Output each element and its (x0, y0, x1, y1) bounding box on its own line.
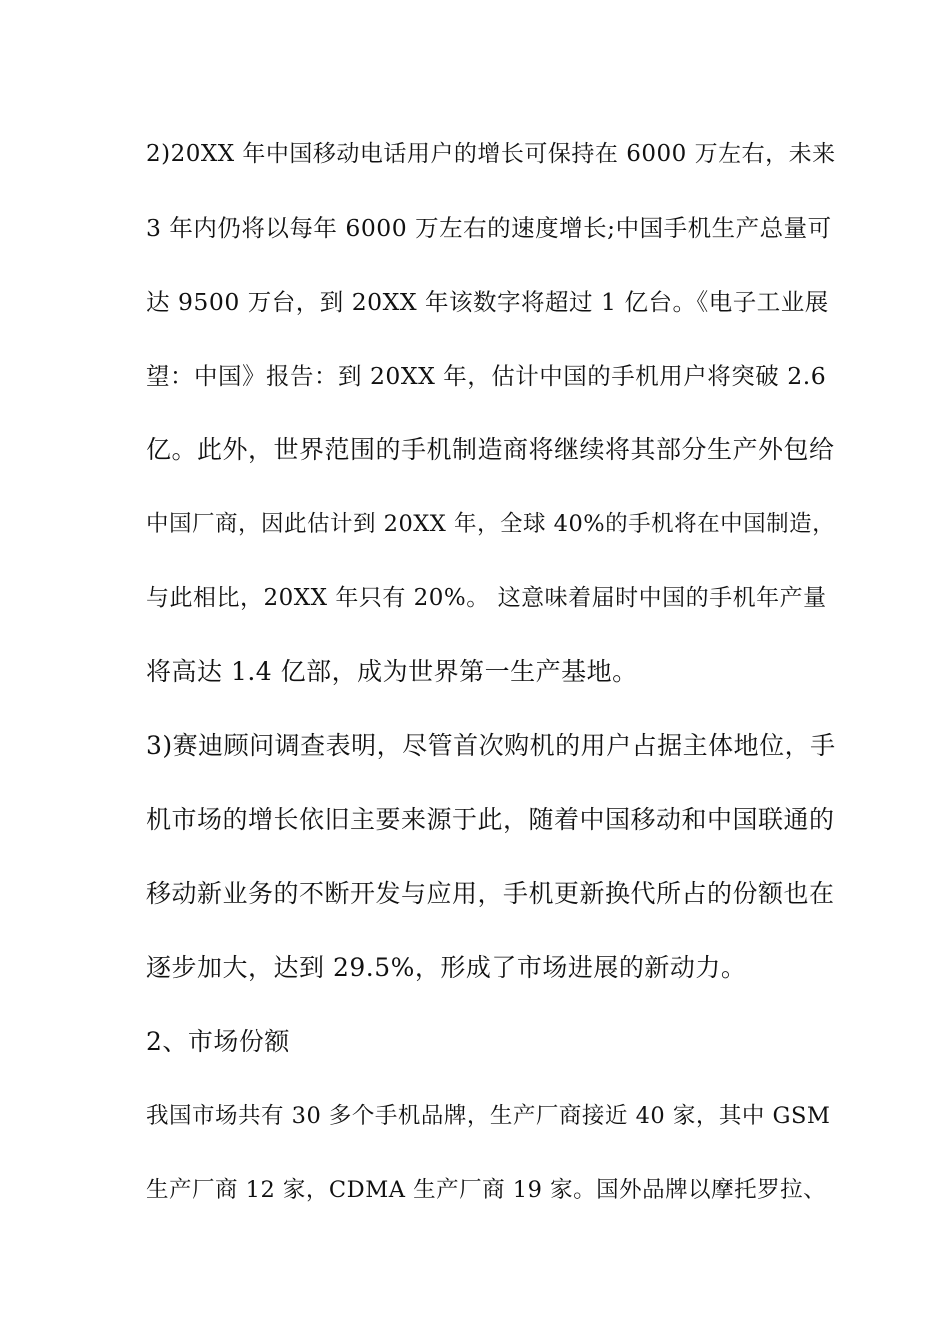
text-line-11: 移动新业务的不断开发与应用，手机更新换代所占的份额也在 (146, 879, 835, 908)
text-line-2: 3 年内仍将以每年 6000 万左右的速度增长;中国手机生产总量可 (146, 214, 832, 242)
text-line-3: 达 9500 万台，到 20XX 年该数字将超过 1 亿台。《电子工业展 (146, 288, 829, 316)
text-line-4: 望：中国》报告：到 20XX 年，估计中国的手机用户将突破 2.6 (146, 362, 827, 390)
section-heading: 2、市场份额 (146, 1027, 290, 1056)
text-line-6: 中国厂商，因此估计到 20XX 年，全球 40%的手机将在中国制造， (146, 511, 836, 537)
text-line-15: 生产厂商 12 家，CDMA 生产厂商 19 家。国外品牌以摩托罗拉、 (146, 1177, 827, 1203)
text-line-14: 我国市场共有 30 多个手机品牌，生产厂商接近 40 家，其中 GSM (146, 1103, 831, 1129)
text-line-1: 2)20XX 年中国移动电话用户的增长可保持在 6000 万左右，未来 (146, 141, 836, 167)
text-line-8: 将高达 1.4 亿部，成为世界第一生产基地。 (146, 657, 638, 686)
text-line-10: 机市场的增长依旧主要来源于此，随着中国移动和中国联通的 (146, 805, 835, 834)
text-line-7: 与此相比，20XX 年只有 20%。 这意味着届时中国的手机年产量 (146, 585, 827, 611)
text-line-5: 亿。此外，世界范围的手机制造商将继续将其部分生产外包给 (146, 435, 835, 464)
text-line-9: 3)赛迪顾问调查表明，尽管首次购机的用户占据主体地位，手 (146, 731, 836, 760)
text-line-12: 逐步加大，达到 29.5%，形成了市场进展的新动力。 (146, 953, 747, 982)
